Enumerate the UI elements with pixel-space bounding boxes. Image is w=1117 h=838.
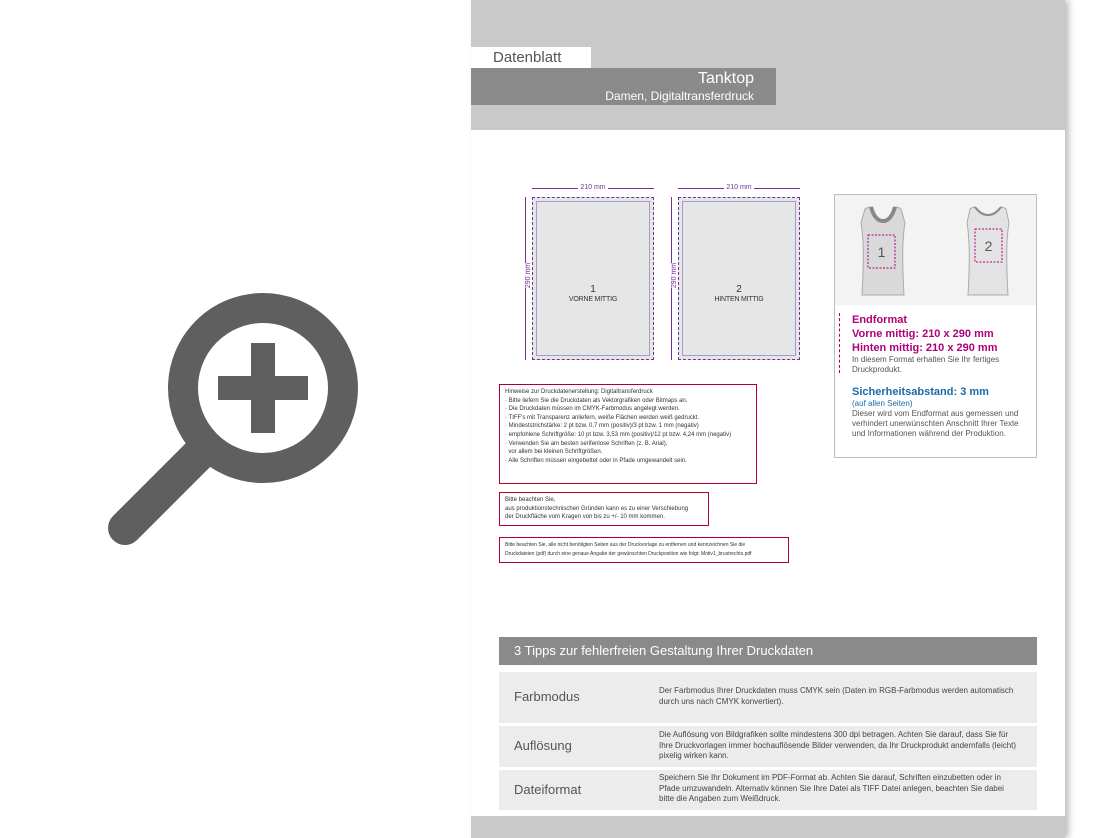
format-info-box bbox=[834, 194, 1037, 458]
print-area-back bbox=[678, 197, 800, 360]
print-area-front bbox=[532, 197, 654, 360]
print-area-number: 2 bbox=[736, 284, 742, 295]
tip-text: Der Farbmodus Ihrer Druckdaten muss CMYK sein (Daten im RGB-Farbmodus werden automatisch durch uns nach CMYK konvertiert). bbox=[659, 686, 1014, 706]
guideline-item: · Die Druckdaten müssen im CMYK-Farbmodus angelegt werden. bbox=[505, 406, 680, 413]
guideline-item: · Mindeststrichstärke: 2 pt bzw. 0,7 mm (positiv)/3 pt bzw. 1 mm (negativ) bbox=[505, 423, 699, 430]
tip-text: Die Auflösung von Bildgrafiken sollte mindestens 300 dpi betragen. Achten Sie darauf, dass Sie für Ihre Druckvorlagen immer hochauflösende Bilder verwenden, da Ihr Druckprodukt andernfalls (leicht) pixelig wirken kann. bbox=[659, 730, 1017, 760]
print-data-guidelines bbox=[499, 384, 757, 484]
guideline-item: · Bitte liefern Sie die Druckdaten als Vektorgrafiken oder Bitmaps an. bbox=[505, 397, 688, 404]
datasheet-tab: Datenblatt bbox=[471, 47, 591, 68]
endformat-description: In diesem Format erhalten Sie Ihr fertiges Druckprodukt. bbox=[852, 355, 1000, 374]
safety-title: Sicherheitsabstand: 3 mm bbox=[852, 386, 989, 398]
tanktop-icon bbox=[835, 195, 1036, 305]
tip-name: Farbmodus bbox=[514, 689, 580, 704]
front-area-number: 1 bbox=[877, 244, 886, 260]
tip-name: Dateiformat bbox=[514, 782, 582, 797]
notice-line: Bitte beachten Sie, bbox=[505, 497, 556, 503]
tip-row-aufloesung bbox=[499, 726, 1037, 767]
print-area-number: 1 bbox=[590, 284, 596, 295]
tip-name: Auflösung bbox=[514, 738, 572, 753]
tips-header: 3 Tipps zur fehlerfreien Gestaltung Ihrer Druckdaten bbox=[499, 637, 1037, 665]
file-naming-notice bbox=[499, 537, 789, 563]
safety-description: Dieser wird vom Endformat aus gemessen und verhindert unerwünschten Anschnitt Ihrer Texte und Informationen während der Produktion. bbox=[852, 409, 1019, 438]
height-dimension-2: 290 mm bbox=[671, 197, 679, 360]
format-text bbox=[852, 313, 1032, 439]
height-dimension-1: 290 mm bbox=[525, 197, 533, 360]
safety-zone bbox=[682, 201, 796, 356]
notice-line: Druckdateien (pdf) durch eine genaue Angabe der gewünschten Druckposition wie folgt: Motiv1_brustrechts.pdf bbox=[505, 551, 752, 557]
guideline-item: · empfohlene Schriftgröße: 10 pt bzw. 3,53 mm (positiv)/12 pt bzw. 4,24 mm (negativ) bbox=[505, 431, 732, 438]
tanktop-preview bbox=[835, 195, 1036, 305]
print-area-label: VORNE MITTIG bbox=[568, 296, 618, 303]
notice-line: der Druckfläche vom Kragen von bis zu +/- 10 mm kommen. bbox=[505, 514, 665, 521]
tip-text: Speichern Sie Ihr Dokument im PDF-Format ab. Achten Sie darauf, Schriften einzubetten oder in Pfade umzuwandeln. Alternativ können Sie Ihre Datei als TIFF Datei anlegen, beachten Sie dabei bitte die Angaben zum Weißdruck. bbox=[659, 773, 1004, 803]
format-marker-line bbox=[839, 313, 840, 373]
guideline-item: · Verwenden Sie am besten serifenlose Schriften (z. B. Arial), bbox=[505, 440, 668, 447]
notice-line: aus produktionstechnischen Gründen kann es zu einer Verschiebung bbox=[505, 505, 689, 512]
endformat-front: Vorne mittig: 210 x 290 mm bbox=[852, 328, 994, 340]
guideline-item: · Alle Schriften müssen eingebettet oder in Pfade umgewandelt sein. bbox=[505, 457, 687, 464]
title-box bbox=[471, 68, 776, 105]
endformat-title: Endformat bbox=[852, 314, 907, 326]
guideline-item: vor allem bei kleinen Schriftgrößen. bbox=[505, 449, 603, 456]
safety-zone bbox=[536, 201, 650, 356]
datasheet-page bbox=[471, 0, 1065, 838]
guideline-item: · TIFF's mit Transparenz anliefern, weiße Flächen werden weiß gedruckt. bbox=[505, 414, 700, 421]
tip-row-dateiformat bbox=[499, 770, 1037, 810]
product-title: Tanktop bbox=[697, 70, 754, 87]
endformat-back: Hinten mittig: 210 x 290 mm bbox=[852, 342, 998, 354]
tip-row-farbmodus bbox=[499, 672, 1037, 723]
back-area-number: 2 bbox=[984, 238, 993, 254]
product-subtitle: Damen, Digitaltransferdruck bbox=[605, 89, 754, 103]
print-area-label: HINTEN MITTIG bbox=[714, 296, 764, 303]
width-dimension-1: 210 mm bbox=[532, 188, 654, 196]
zoom-in-icon[interactable] bbox=[100, 288, 362, 550]
notice-line: Bitte beachten Sie, alle nicht benötigten Seiten aus der Druckvorlage zu entfernen und kennzeichnen Sie die bbox=[505, 542, 746, 548]
footer-band bbox=[471, 816, 1065, 838]
shift-notice bbox=[499, 492, 709, 526]
guidelines-title: Hinweise zur Druckdatenerstellung: Digitaltransferdruck bbox=[505, 389, 653, 395]
safety-subtitle: (auf allen Seiten) bbox=[852, 399, 913, 408]
width-dimension-2: 210 mm bbox=[678, 188, 800, 196]
